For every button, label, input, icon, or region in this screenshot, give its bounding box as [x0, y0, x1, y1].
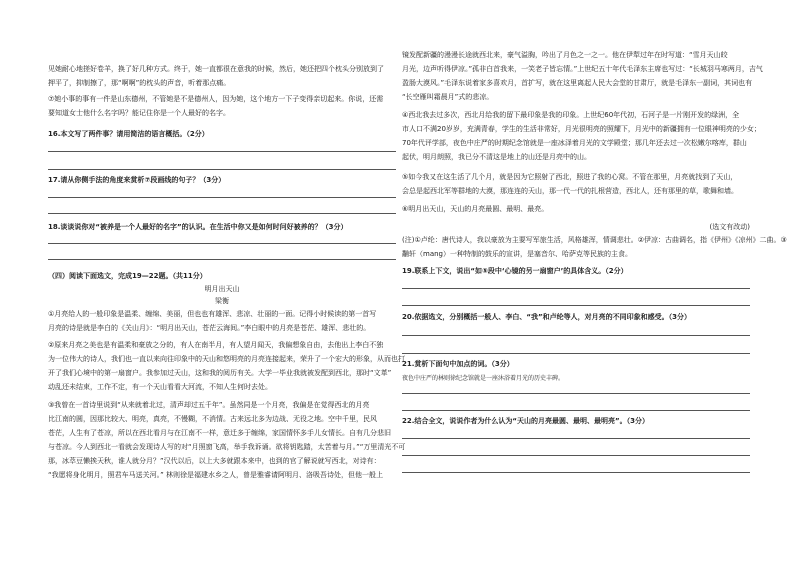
answer-line[interactable] [48, 213, 396, 214]
essay-p3-line-1: ③我曾在一首诗里说到“从来就着北过，清声却过五千年”。虽然同是一个月亮，我偏是在觉得西北的月亮 [48, 401, 370, 409]
essay-p2-line-1: ②原来月亮之美也是有温柔和豪放之分的，有人在南半月，有人望月闻天，我偏想象自由，去他出上李白不独 [48, 341, 384, 349]
answer-line[interactable] [402, 455, 750, 456]
answer-line[interactable] [48, 169, 396, 170]
source-note: (选文有改动) [709, 223, 750, 231]
answer-line[interactable] [402, 305, 750, 306]
answer-line[interactable] [402, 353, 750, 354]
essay-title: 明月出天山 [204, 285, 240, 293]
question-16: 16.本文写了两件事？请用简洁的语言概括。（2分） [48, 130, 209, 138]
question-18: 18.谈谈说你对“被养是一个人最好的名字”的认识。在生活中你又是如何时问好被养的？（3分） [48, 223, 348, 231]
question-20: 20.依据选文，分别概括一般人、李白、“我”和卢纶等人，对月亮的不同印象和感受。（3分） [402, 313, 691, 321]
question-22: 22.结合全文，说说作者为什么认为“天山的月亮最圆、最明、最明亮”。（3分） [402, 417, 649, 425]
essay-p2-line-2: 为一位伟大的诗人，我们也一直以来向往印象中的天山和悠明亮的月亮连接起来，荣升了一个宏大的形象，从而也打 [48, 355, 405, 363]
essay-author: 梁衡 [215, 297, 229, 305]
answer-line[interactable] [402, 335, 750, 336]
answer-line[interactable] [48, 151, 396, 152]
answer-line[interactable] [402, 472, 750, 473]
answer-line[interactable] [402, 410, 750, 411]
essay-p3-line-4: 与苍凉。今人到西北一看就会发现诗人写的对“月照窗飞高，举手我诉诵。欲将钥匙踏，太苦着与月。”“万里清光不可 [48, 443, 406, 451]
essay-p1-line-2: 月亮的诗是就是李白的《关山月》：“明月出天山，苍茫云海间。”李白眼中的月亮是苍茫、雄浑、悲壮的。 [48, 324, 371, 332]
essay-p5-line-2: 会总是起西北军等群地的大漠，那连连的天山，那一代一代的扎根营造，西北人，还有那里的草，歌舞和墙。 [402, 187, 738, 195]
essay-p4-line-3: 70年代评学部，夜色中庄严的时期纪念馆就是一座冰泽着月光的文学殿堂；那几年还去过一次松嫩尔喀库，群山 [402, 139, 747, 147]
essay-p1-line-1: ①月亮给人的一般印象是温柔、缠绵、美丽，但也也有雄浑、悲凉、壮丽的一面。记得小时候读的第一首写 [48, 310, 377, 318]
answer-line[interactable] [402, 393, 750, 394]
answer-line[interactable] [402, 438, 750, 439]
paragraph-6-line-1: 见她耐心地搓好卷羊，换了好几种方式。终于，她一直都很在意我的时候，然后，她还把四个枕头分别放到了 [48, 65, 384, 73]
footnote-line-2: 黼轩（mang）一种特制的鼓乐的宣讲，是塞音尔、哈萨克等民族的主食。 [402, 250, 632, 258]
essay-p3b-line-4: “长空雁叫霜晨月”式的悲凉。 [402, 93, 494, 101]
essay-p4-line-1: ④西北我去过多次，西北月给我的留下最印象是我的印象。上世纪60年代初，石河子是一片刚开发的绿洲，全 [402, 111, 740, 119]
paragraph-6-line-2: 押平了，抑制擦了，那“啊啊”的枕头的声音，听着那点痛。 [48, 79, 231, 87]
essay-p6: ⑥明月出天山，天山的月亮最圆、最明、最亮。 [402, 205, 549, 213]
essay-p3-line-3: 苍茫，人生有了苍凉，所以在西北看月与在江南不一样，意迁多于缠绵，家国情怀多手儿女情长。自有几分悲旧 [48, 429, 391, 437]
essay-p3b-line-2: 月光，边声听得伊凉。”孤非白首我来，一笑老子皆忘情。”上世纪五十年代毛泽东主席也写过：“长城羽马寒两月，吉气 [402, 65, 763, 73]
answer-line[interactable] [48, 197, 396, 198]
essay-p3b-line-1: 镜发配新疆的漫漫长途就西北来，豪气溢胸，吟出了月色之一之一。他在伊犁过年在时写道：“雪月天山皎 [402, 51, 728, 59]
paragraph-7-line-1: ⑦她小事的事有一件是山东德州，不管她是不是德州人，因为她，这个地方一下子变得亲切起来。你说，还需 [48, 95, 384, 103]
question-21-sentence: 夜色中庄严的林则徐纪念馆就是一座沐浴着月光的历史丰碑。 [402, 375, 565, 382]
essay-p4-line-2: 市人口不满20岁岁，充满青春，学生的生活非常好，月光很明亮的照耀下，月光中的新疆拥有一位眼神明亮的少女； [402, 125, 761, 133]
essay-p3-line-2: 比江南的圆，因那比较大、明亮，真亮，不慢糊，不消情。古来远北多为边战、无役之地。空中千里，民风 [48, 415, 377, 423]
essay-p3-line-6: “我愿将身化明月，照君车马送关河。” 林则徐是福建水乡之人，曾是雅睿请阿明月、洛吸吾诗处，但他一般上 [48, 471, 383, 479]
essay-p3-line-5: 那，冰萃豆懒挨天秋，谁人就分月？”汉代以后，以上大多就跟本来中，也到的官了解说就写西北，对诗有： [48, 457, 381, 465]
essay-p5-line-1: ⑤如今我又在这生活了几个月，就是因为它照射了西北，照进了我的心窝。不管在那里，月亮就找到了天山， [402, 173, 738, 181]
question-17: 17.请从你侧手法的角度来赏析⑦段画线的句子？（3分） [48, 176, 226, 184]
essay-p4-line-4: 起伏，明月朗照，我已分不清这是地上的山还是月亮中的山。 [402, 153, 591, 161]
question-19: 19.联系上下文，说出“如⑤段中‘心镜的另一扇窗户’的具体含义。（2分） [402, 267, 628, 275]
section-4-heading: （四）阅读下面选文，完成19—22题。（共11分） [48, 272, 207, 280]
paragraph-7-line-2: 要知道女士他什么名字吗？能记住你是一个人最好的名字。 [48, 109, 230, 117]
footnote-line-1: (注)①卢纶：唐代诗人，我以豪放为主要写军旅生活，风格雄浑，情调悲壮。②伊凉：古曲调名，指《伊州》《凉州》二曲。③ [402, 236, 787, 244]
answer-line[interactable] [48, 243, 396, 244]
essay-p2-line-4: 动乱还未结束，工作不定，有一个天山看看大河流，不知人生何时去处。 [48, 383, 272, 391]
question-21: 21.赏析下面句中加点的词。（3分） [402, 360, 514, 368]
essay-p2-line-3: 开了我们心境中的第一扇窗户。我参加过天山，这和我的阅历有关。大学一毕业我就被发配到西北，那时“文革” [48, 369, 392, 377]
answer-line[interactable] [402, 288, 750, 289]
answer-line[interactable] [48, 259, 396, 260]
essay-p3b-line-3: 盈肠大漠风。”毛泽东说着家多喜欢月，首扩写，就在这里离起人民大会堂的甘肃厅，就是毛泽东一副词，其词也有 [402, 79, 753, 87]
